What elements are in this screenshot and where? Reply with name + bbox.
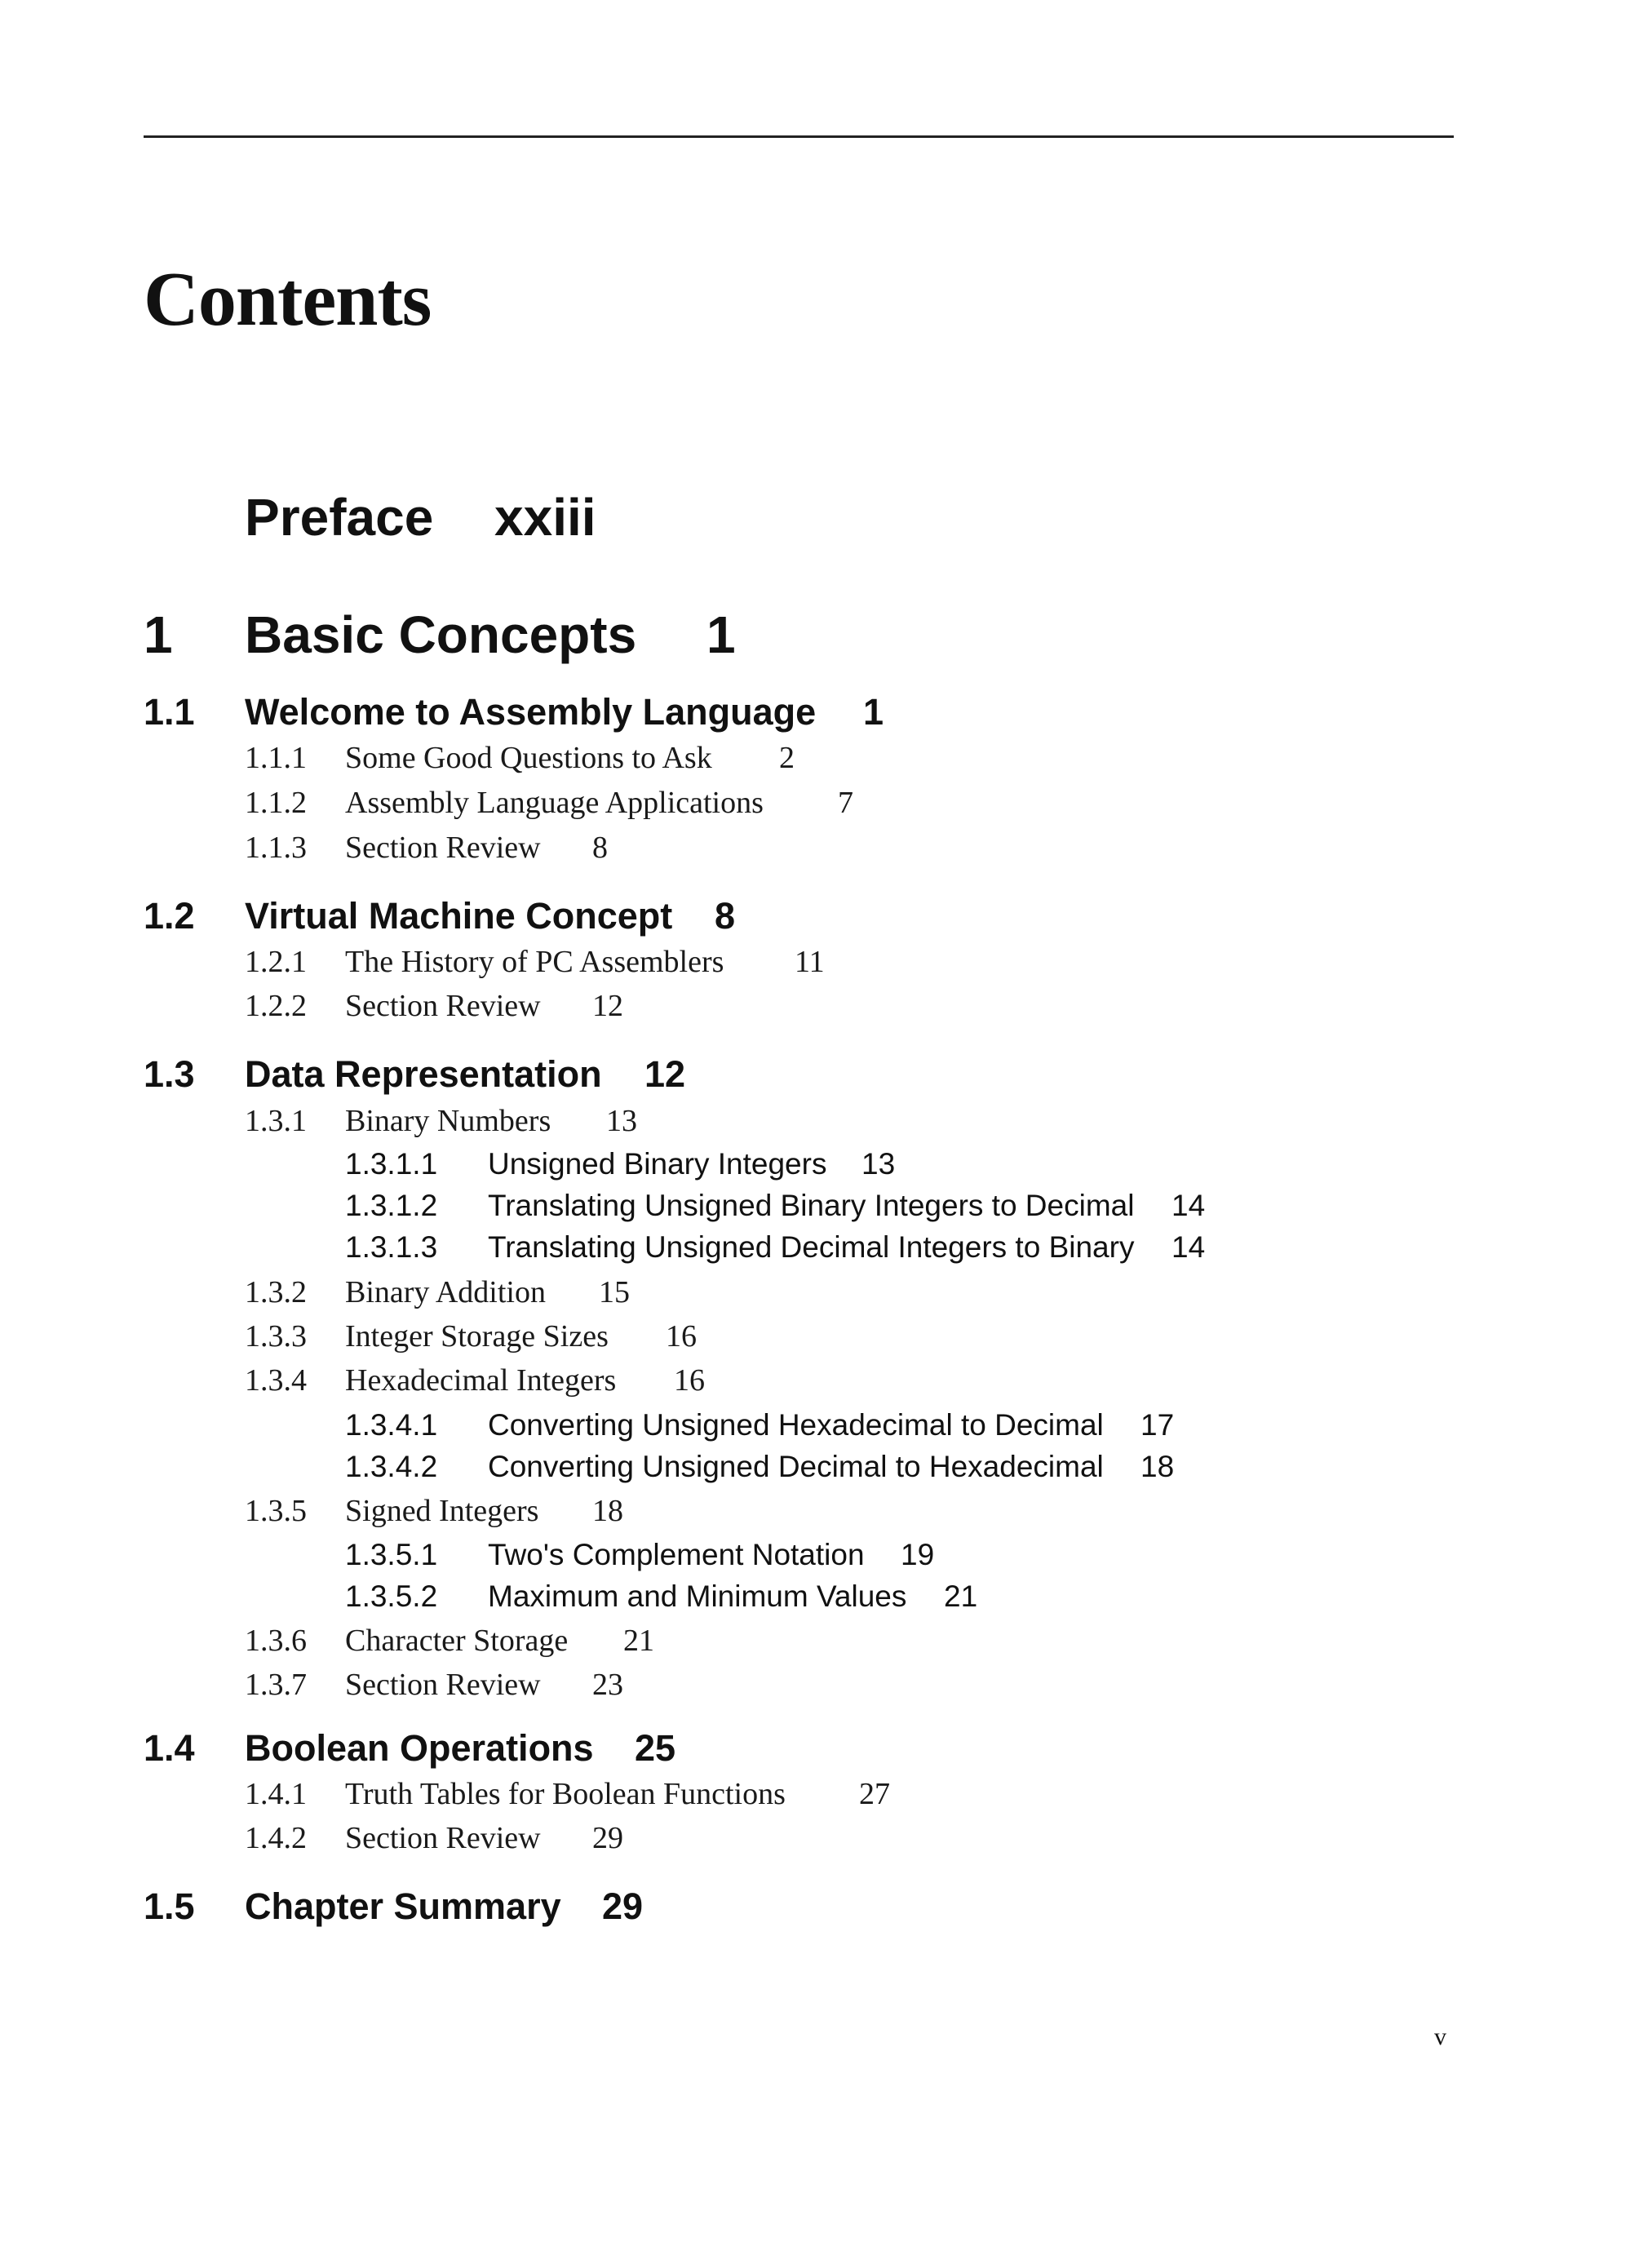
subsection-number: 1.3.6: [245, 1624, 307, 1658]
item-number: 1.3.1.3: [345, 1230, 438, 1264]
section-title: Virtual Machine Concept: [245, 895, 673, 937]
subsection-page: 29: [592, 1821, 623, 1855]
section-number: 1.5: [144, 1885, 195, 1927]
subsection-number: 1.3.2: [245, 1275, 307, 1309]
subsection-title: Signed Integers: [345, 1494, 539, 1528]
subsection-title: Hexadecimal Integers: [345, 1363, 617, 1398]
subsection-page: 7: [838, 786, 853, 820]
chapter-number: 1: [144, 605, 173, 664]
item-number: 1.3.1.1: [345, 1147, 438, 1181]
item-title: Unsigned Binary Integers: [488, 1147, 827, 1181]
section-page: 8: [715, 895, 736, 937]
section-page: 12: [644, 1053, 686, 1095]
section-title: Welcome to Assembly Language: [245, 691, 817, 733]
section-title: Chapter Summary: [245, 1885, 561, 1927]
section-page: 1: [863, 691, 884, 733]
subsection-title: Section Review: [345, 1821, 541, 1855]
subsection-number: 1.1.3: [245, 831, 307, 865]
chapter-page: 1: [706, 605, 736, 664]
subsection-number: 1.3.7: [245, 1668, 307, 1702]
section-number: 1.3: [144, 1053, 195, 1095]
subsection-page: 16: [666, 1319, 697, 1354]
subsection-page: 18: [592, 1494, 623, 1528]
item-page: 17: [1140, 1408, 1175, 1442]
section-page: 29: [602, 1885, 644, 1927]
item-title: Converting Unsigned Decimal to Hexadecimal: [488, 1450, 1104, 1483]
item-page: 13: [861, 1147, 896, 1181]
subsection-title: Section Review: [345, 1668, 541, 1702]
section-number: 1.4: [144, 1727, 195, 1769]
subsection-number: 1.2.1: [245, 945, 307, 979]
page-title: Contents: [144, 257, 432, 342]
section-page: 25: [635, 1727, 676, 1769]
subsection-number: 1.4.1: [245, 1777, 307, 1811]
item-page: 14: [1171, 1189, 1206, 1222]
subsection-page: 27: [859, 1777, 890, 1811]
item-number: 1.3.4.2: [345, 1450, 438, 1483]
page-number: v: [1434, 2023, 1446, 2050]
subsection-title: Section Review: [345, 831, 541, 865]
subsection-number: 1.3.4: [245, 1363, 307, 1398]
subsection-title: Binary Addition: [345, 1275, 546, 1309]
subsection-number: 1.4.2: [245, 1821, 307, 1855]
subsection-number: 1.1.2: [245, 786, 307, 820]
subsection-title: Character Storage: [345, 1624, 569, 1658]
subsection-page: 16: [674, 1363, 705, 1398]
subsection-page: 12: [592, 989, 623, 1023]
item-page: 18: [1140, 1450, 1175, 1483]
preface-title: Preface: [245, 488, 434, 547]
subsection-page: 2: [779, 741, 795, 775]
subsection-page: 8: [592, 831, 608, 865]
subsection-number: 1.3.5: [245, 1494, 307, 1528]
subsection-title: Truth Tables for Boolean Functions: [345, 1777, 786, 1811]
subsection-title: The History of PC Assemblers: [345, 945, 724, 979]
item-number: 1.3.5.1: [345, 1538, 438, 1571]
item-number: 1.3.4.1: [345, 1408, 438, 1442]
item-title: Two's Complement Notation: [488, 1538, 865, 1571]
subsection-page: 13: [606, 1104, 637, 1138]
subsection-number: 1.3.3: [245, 1319, 307, 1354]
subsection-title: Some Good Questions to Ask: [345, 741, 712, 775]
subsection-title: Integer Storage Sizes: [345, 1319, 609, 1354]
subsection-number: 1.1.1: [245, 741, 307, 775]
section-title: Boolean Operations: [245, 1727, 594, 1769]
subsection-page: 23: [592, 1668, 623, 1702]
item-title: Converting Unsigned Hexadecimal to Decimal: [488, 1408, 1104, 1442]
item-title: Translating Unsigned Decimal Integers to Binary: [488, 1230, 1135, 1264]
item-page: 19: [901, 1538, 935, 1571]
item-number: 1.3.1.2: [345, 1189, 438, 1222]
item-page: 14: [1171, 1230, 1206, 1264]
subsection-number: 1.2.2: [245, 989, 307, 1023]
subsection-title: Binary Numbers: [345, 1104, 551, 1138]
item-page: 21: [944, 1579, 978, 1613]
subsection-number: 1.3.1: [245, 1104, 307, 1138]
chapter-title: Basic Concepts: [245, 605, 637, 664]
item-title: Translating Unsigned Binary Integers to Decimal: [488, 1189, 1135, 1222]
section-title: Data Representation: [245, 1053, 602, 1095]
section-number: 1.2: [144, 895, 195, 937]
preface-page: xxiii: [494, 488, 596, 547]
subsection-page: 15: [599, 1275, 630, 1309]
item-title: Maximum and Minimum Values: [488, 1579, 907, 1613]
section-number: 1.1: [144, 691, 195, 733]
header-rule: [144, 135, 1454, 138]
item-number: 1.3.5.2: [345, 1579, 438, 1613]
subsection-title: Section Review: [345, 989, 541, 1023]
subsection-page: 11: [795, 945, 825, 979]
subsection-title: Assembly Language Applications: [345, 786, 764, 820]
subsection-page: 21: [623, 1624, 654, 1658]
